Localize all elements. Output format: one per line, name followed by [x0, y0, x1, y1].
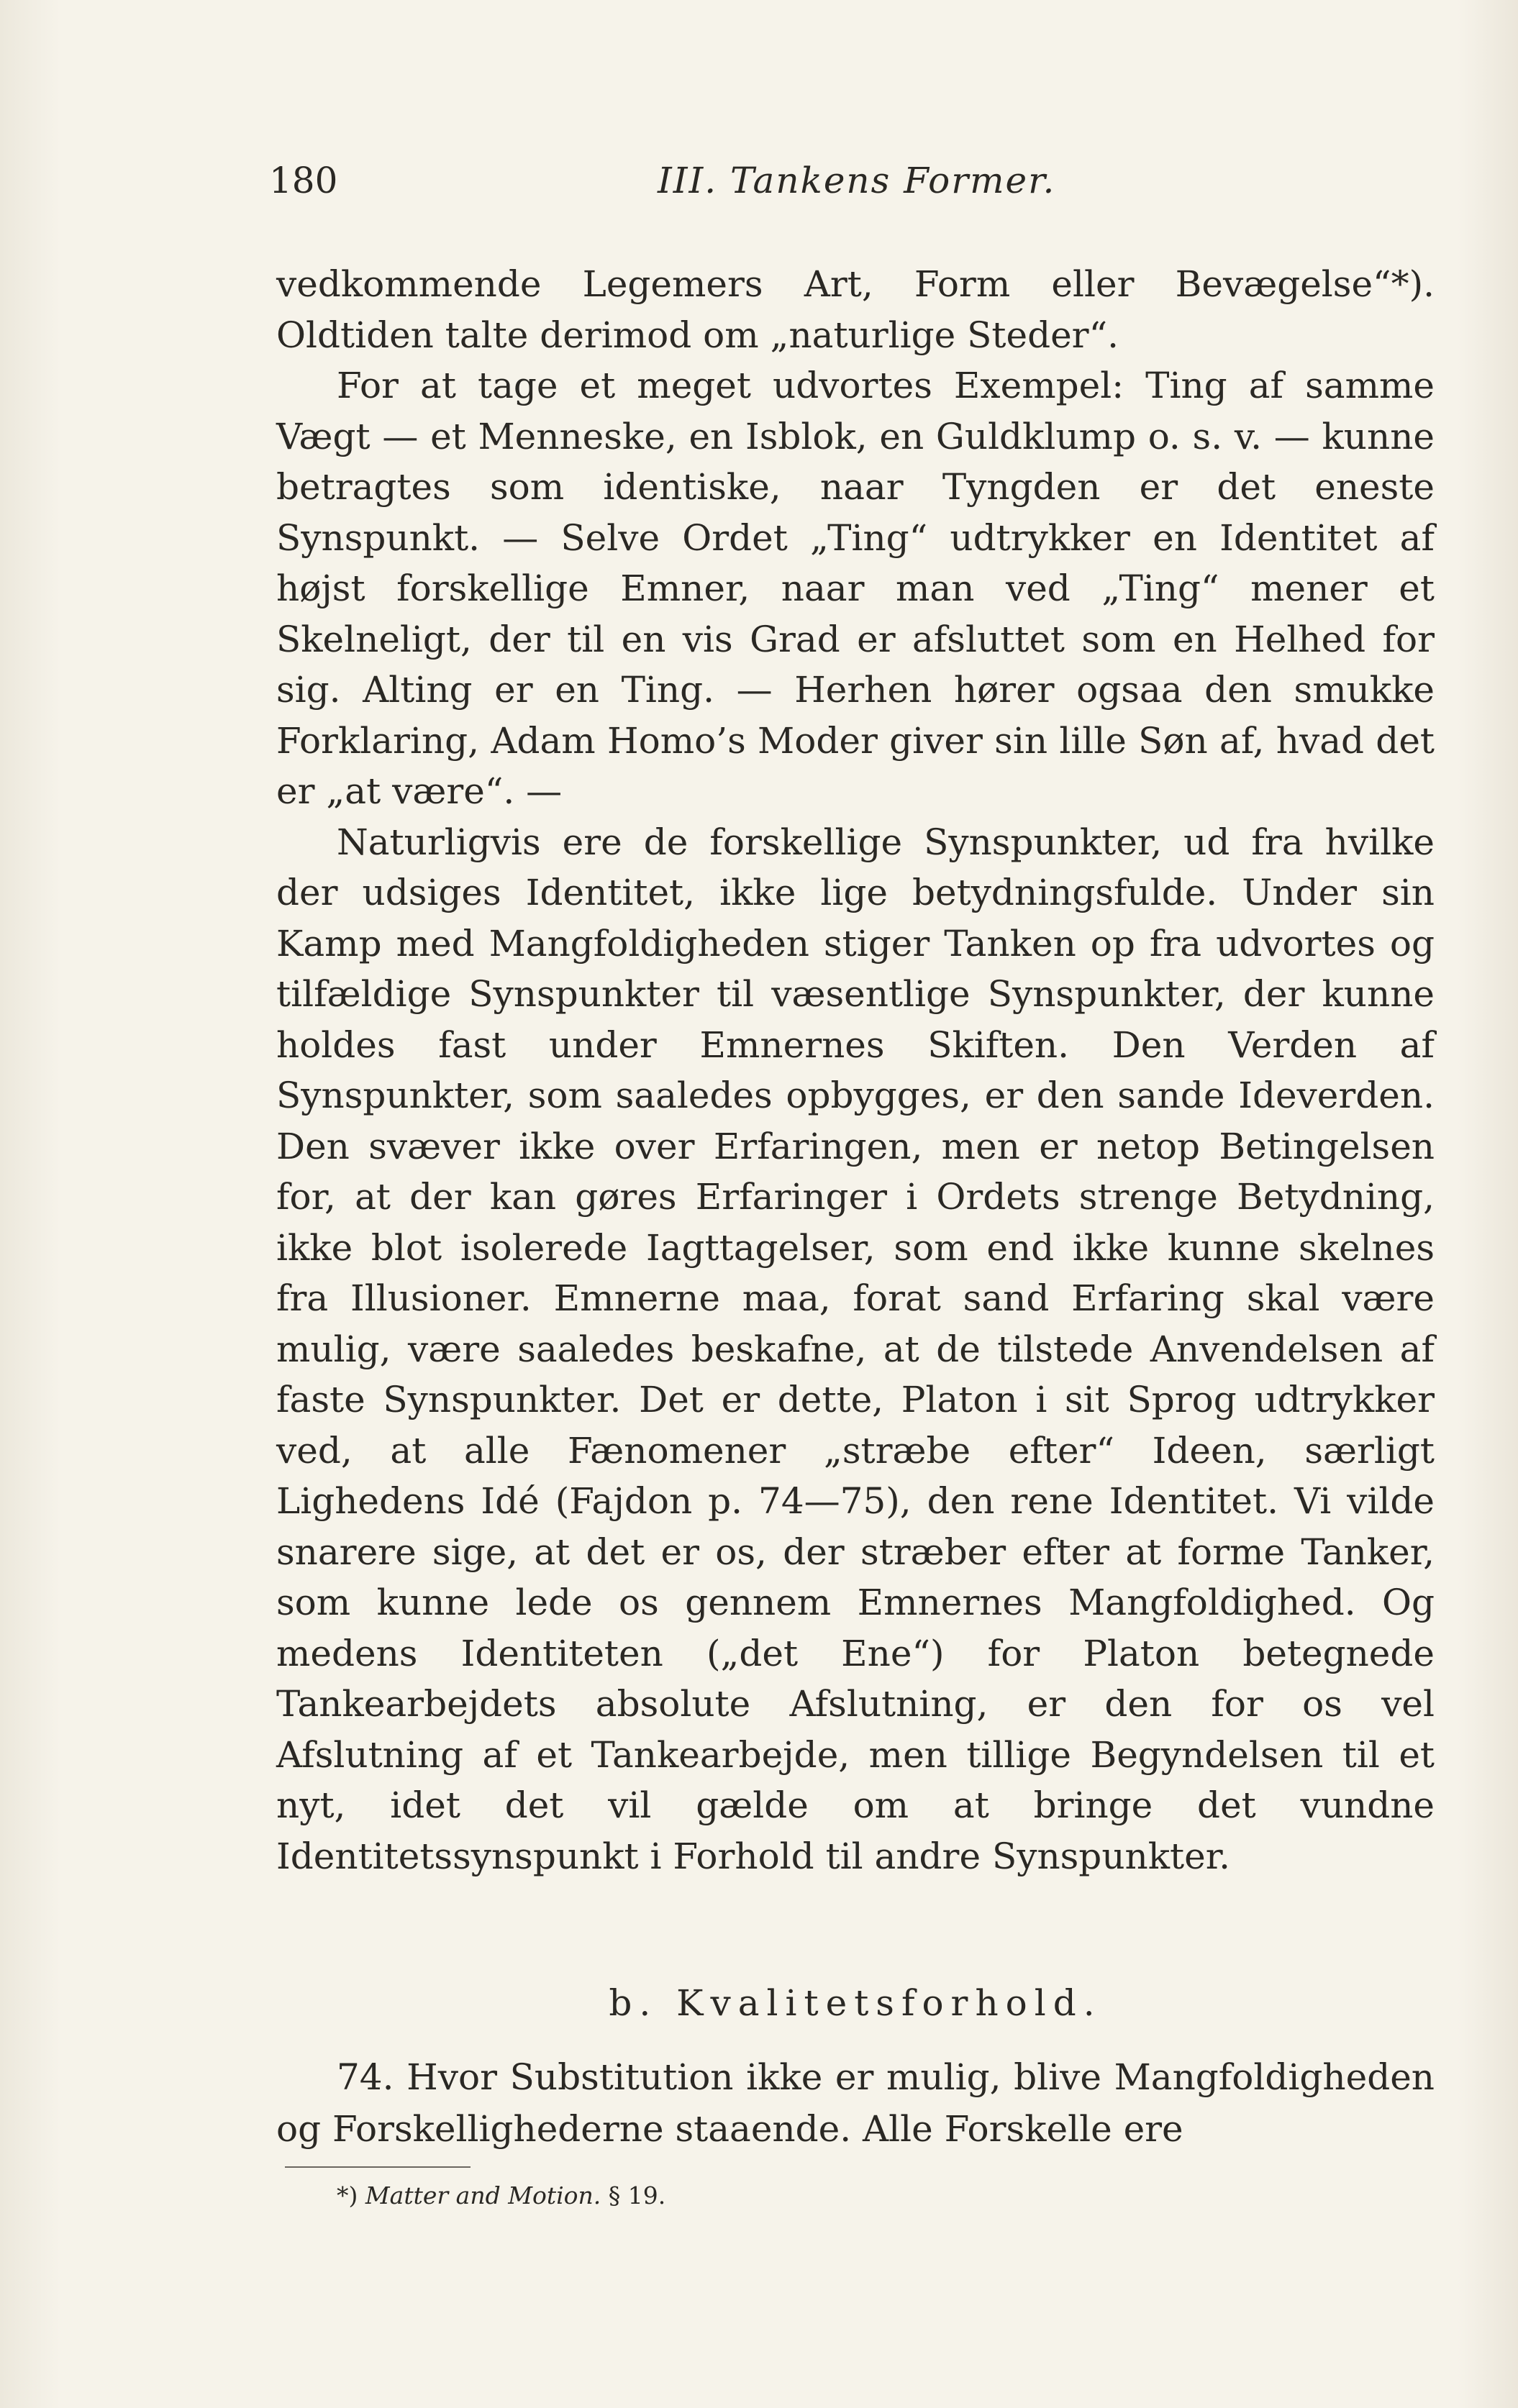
body-text [276, 259, 1435, 1882]
paragraph-example: For at tage et meget udvortes Exempel: Ting af samme Vægt — et Menneske, en Isblok, en Guldklump o. s. v. — kunne betragtes som identiske, naar Tyngden er det eneste Synspunkt. — Selve Ordet „Ting“ udtrykker en Identitet af højst forskellige Emner, naar man ved „Ting“ mener et Skelneligt, der til en vis Grad er afsluttet som en Helhed for sig. Alting er en Ting. — Herhen hører ogsaa den smukke Forklaring, Adam Homo’s Moder giver sin lille Søn af, hvad det er „at være“. — [276, 365, 1435, 812]
footnote-section-ref: § 19. [608, 2181, 666, 2209]
section-heading: b. Kvalitetsforhold. [609, 1982, 1102, 2024]
footnote-source: Matter and Motion. [365, 2181, 601, 2209]
footnote-divider [285, 2166, 471, 2168]
paragraph-synspunkter: Naturligvis ere de forskellige Synspunkter, ud fra hvilke der udsiges Identitet, ikke lige betydningsfulde. Under sin Kamp med Mangfoldigheden stiger Tanken op fra udvortes og tilfældige Synspunkter til væsentlige Synspunkter, der kunne holdes fast under Emnernes Skiften. Den Verden af Synspunkter, som saaledes opbygges, er den sande Ideverden. Den svæver ikke over Erfaringen, men er netop Betingelsen for, at der kan gøres Erfaringer i Ordets strenge Betydning, ikke blot isolerede Iagttagelser, som end ikke kunne skelnes fra Illusioner. Emnerne maa, forat sand Erfaring skal være mulig, være saaledes beskafne, at de tilstede Anvendelsen af faste Synspunkter. Det er dette, Platon i sit Sprog udtrykker ved, at alle Fænomener „stræbe efter“ Ideen, særligt Lighedens Idé (Fajdon p. 74—75), den rene Identitet. Vi vilde snarere sige, at det er os, der stræber efter at forme Tanker, som kunne lede os gennem Emnernes Mangfoldighed. Og medens Identiteten („det Ene“) for Platon betegnede Tankearbejdets absolute Afslutning, er den for os vel Afslutning af et Tankearbejde, men tillige Begyndelsen til et nyt, idet det vil gælde om at bringe det vundne Identitetssynspunkt i Forhold til andre Synspunkter. [276, 821, 1435, 1877]
page-header [269, 160, 1435, 210]
footnote-marker: *) [337, 2181, 358, 2209]
section-paragraph: 74. Hvor Substitution ikke er mulig, blive Mangfoldigheden og Forskellighederne staaende. Alle Forskelle ere [276, 2056, 1435, 2150]
footnote [337, 2179, 1344, 2212]
page-number: 180 [269, 160, 338, 201]
paragraph-continuation: vedkommende Legemers Art, Form eller Bevægelse“*). Oldtiden talte derimod om „naturlige Steder“. [276, 263, 1435, 356]
running-title: III. Tankens Former. [658, 160, 1056, 201]
